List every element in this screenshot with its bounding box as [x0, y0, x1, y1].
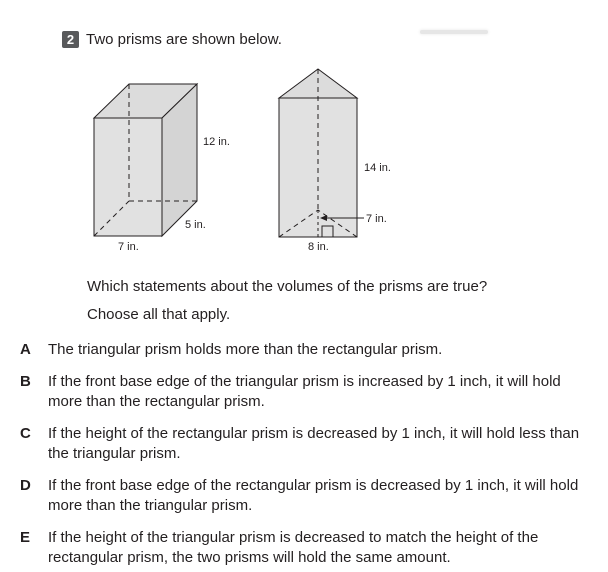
prompt-question: Which statements about the volumes of the prisms are true?	[87, 278, 488, 295]
tri-prism-height-label: 14 in.	[364, 162, 391, 174]
choice-text: The triangular prism holds more than the rectangular prism.	[48, 341, 443, 358]
choice-text: If the front base edge of the triangular prism is increased by 1 inch, it will hold more than the rectangular prism.	[48, 373, 561, 410]
choice-letter: A	[20, 341, 31, 358]
prompt-instruction: Choose all that apply.	[87, 306, 231, 323]
choice-text: If the front base edge of the rectangular prism is decreased by 1 inch, it will hold more than the triangular prism.	[48, 477, 579, 514]
choice-letter: C	[20, 425, 31, 442]
rect-prism-front-face	[94, 118, 162, 236]
choice-letter: B	[20, 373, 31, 390]
prisms-figure	[0, 0, 608, 260]
rect-prism-width-label: 7 in.	[118, 241, 139, 253]
choice-letter: E	[20, 529, 31, 546]
choice-letter: D	[20, 477, 31, 494]
question-stem: Two prisms are shown below.	[86, 31, 282, 48]
question-number-badge: 2	[62, 31, 79, 48]
rectangular-prism	[94, 84, 230, 253]
choice-text: If the height of the triangular prism is decreased to match the height of the rectangular prism, the two prisms will hold the same amount.	[48, 529, 539, 566]
rect-prism-depth-label: 5 in.	[185, 219, 206, 231]
choice-text: If the height of the rectangular prism is decreased by 1 inch, it will hold less than the triangular prism.	[48, 425, 580, 462]
triangular-prism	[279, 69, 391, 253]
tri-prism-base-label: 8 in.	[308, 241, 329, 253]
tri-prism-tri-height-label: 7 in.	[366, 213, 387, 225]
rect-prism-height-label: 12 in.	[203, 136, 230, 148]
